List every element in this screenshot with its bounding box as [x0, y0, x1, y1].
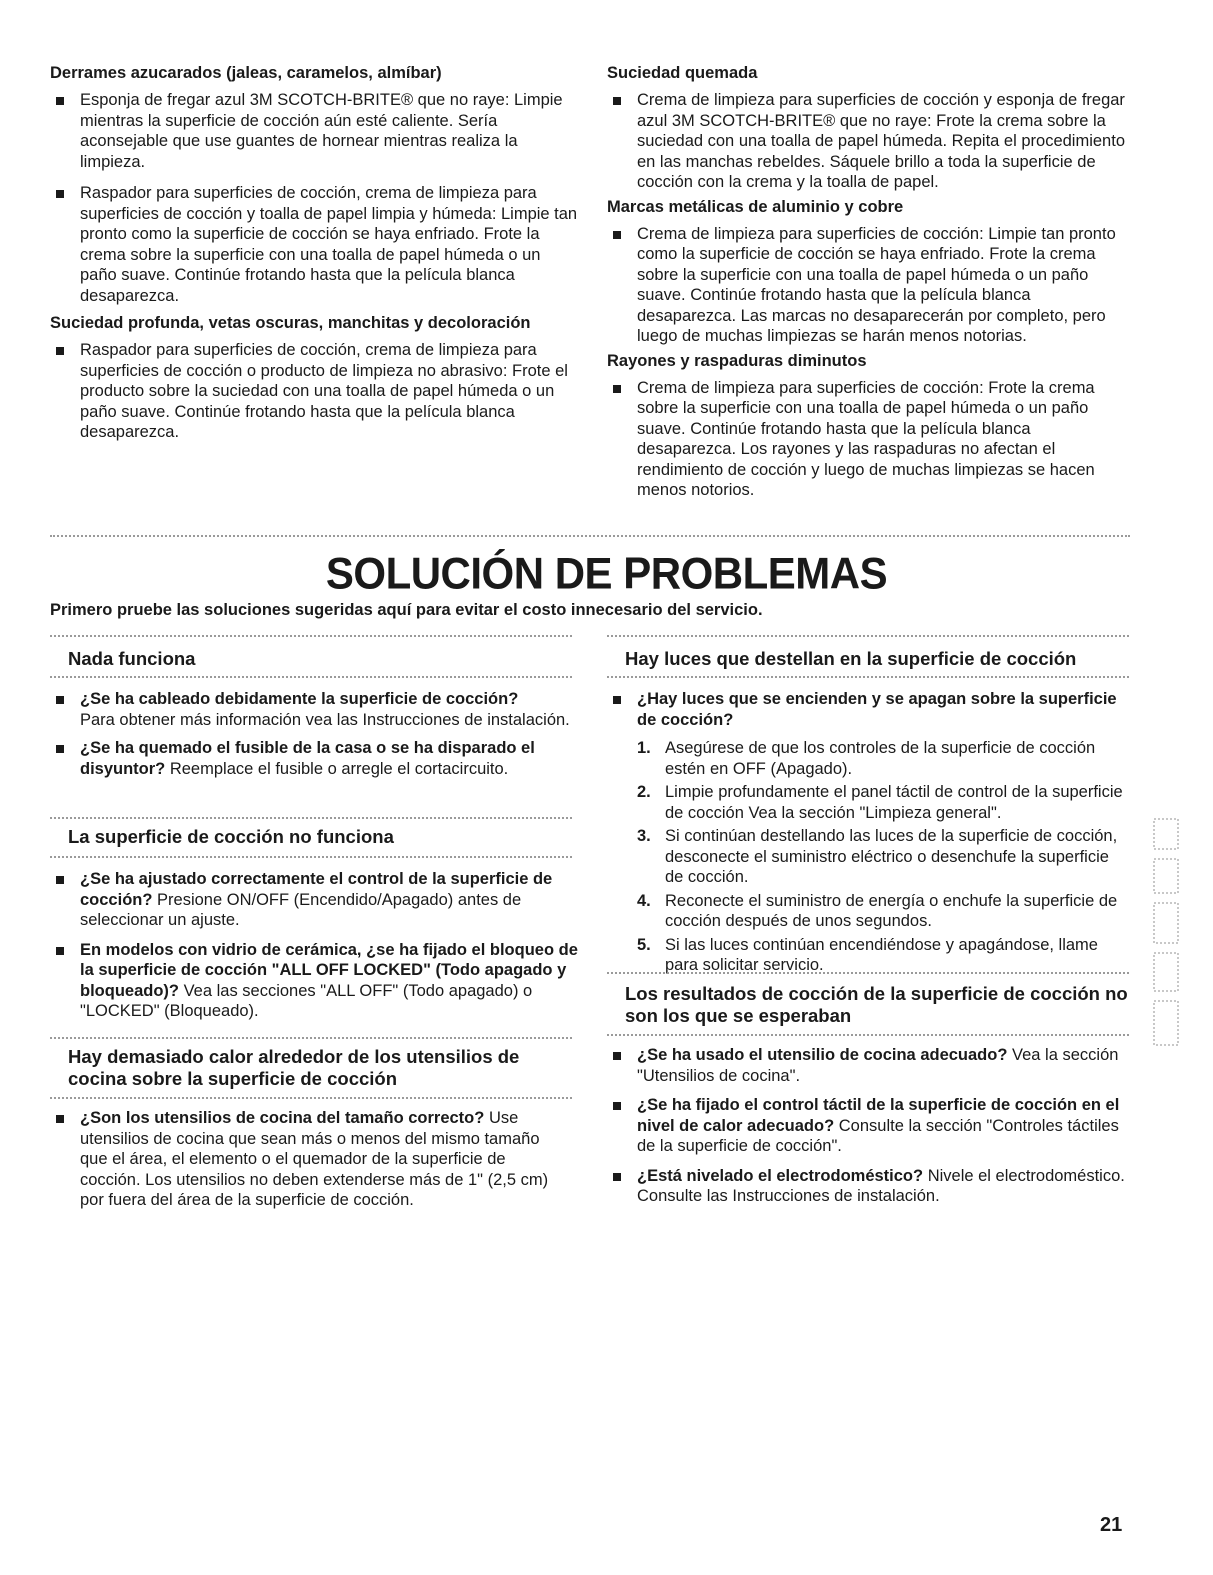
section-heading: Suciedad profunda, vetas oscuras, manchitas y decoloración	[50, 314, 531, 332]
box-divider	[50, 635, 572, 637]
box-divider	[50, 856, 572, 858]
answer-text: Para obtener más información vea las Instrucciones de instalación.	[80, 710, 570, 729]
resultados-items	[607, 1045, 1129, 1218]
section-heading: Suciedad quemada	[607, 64, 758, 82]
nofunc-items	[50, 869, 580, 1033]
answer-text: Consulte la sección "Controles táctiles de la superficie de cocción".	[637, 1116, 1119, 1155]
question-text: ¿Son los utensilios de cocina del tamaño correcto?	[80, 1109, 485, 1127]
box-divider	[607, 1034, 1129, 1036]
question-text: ¿Se ha quemado el fusible de la casa o se ha disparado el disyuntor?	[80, 739, 535, 778]
section-divider	[50, 535, 1130, 537]
bullet-item: Raspador para superficies de cocción, crema de limpieza para superficies de cocción y toalla de papel limpia y húmeda: Limpie tan pronto como la superficie de cocción se haya enfriado. Frote la crema sobre la superficie con una toalla de papel húmeda o un paño suave. Continúe frotando hasta que la película blanca desaparezca.	[50, 183, 580, 306]
box-heading-resultados	[607, 983, 1129, 1027]
intro-text: Primero pruebe las soluciones sugeridas aquí para evitar el costo innecesario del servicio.	[50, 601, 763, 619]
luces-items	[607, 689, 1129, 979]
page-title: SOLUCIÓN DE PROBLEMAS	[325, 548, 888, 599]
bullet-item: Crema de limpieza para superficies de cocción: Limpie tan pronto como la superficie de cocción se haya enfriado. Frote la crema sobre la superficie con una toalla de papel húmeda o un paño suave. Continúe frotando hasta que la película blanca desaparezca. Las marcas no desaparecerán por completo, pero luego de muchas limpiezas se harán menos notorias.	[607, 224, 1132, 347]
numbered-step	[607, 782, 1129, 823]
answer-text: Use utensilios de cocina que sean más o menos del mismo tamaño que el área, el elemento o el quemador de la superficie de cocción. Los utensilios no deben extenderse más de 1" (2,5 cm) por fuera del área de la superficie de cocción.	[80, 1109, 549, 1209]
bullet-item: Raspador para superficies de cocción, crema de limpieza para superficies de cocción o producto de limpieza no abrasivo: Frote el producto sobre la suciedad con una toalla de papel húmeda o un paño suave. Continúe frotando hasta que la película blanca desaparezca.	[50, 340, 580, 443]
box-heading-nofunc	[50, 826, 572, 848]
question-item	[50, 940, 580, 1022]
answer-text: Presione ON/OFF (Encendido/Apagado) antes de seleccionar un ajuste.	[80, 890, 522, 929]
answer-text: Nivele el electrodoméstico. Consulte las Instrucciones de instalación.	[637, 1166, 1125, 1205]
cleaning-right-column	[607, 63, 1132, 512]
step-number: 3.	[637, 827, 651, 845]
box-divider	[607, 972, 1129, 974]
box-heading-luces	[607, 648, 1129, 670]
step-text: Asegúrese de que los controles de la superficie de cocción estén en OFF (Apagado).	[665, 739, 1096, 778]
answer-text: Vea las secciones "ALL OFF" (Todo apagado) o "LOCKED" (Bloqueado).	[80, 981, 533, 1020]
step-number: 5.	[637, 935, 651, 954]
question-item	[50, 689, 580, 730]
section-heading: Rayones y raspaduras diminutos	[607, 351, 867, 370]
question-item	[607, 1095, 1129, 1157]
cleaning-left-column	[50, 63, 580, 454]
question-text: ¿Hay luces que se encienden y se apagan sobre la superficie de cocción?	[607, 689, 1129, 730]
box-divider	[50, 1097, 572, 1099]
question-text: ¿Se ha fijado el control táctil de la superficie de cocción en el nivel de calor adecuado?	[637, 1096, 1120, 1135]
section-heading: Marcas metálicas de aluminio y cobre	[607, 197, 904, 216]
box-divider	[50, 1037, 572, 1039]
step-number: 1.	[637, 739, 651, 757]
question-item	[50, 869, 580, 931]
step-text: Si las luces continúan encendiéndose y apagándose, llame para solicitar servicio.	[665, 935, 1098, 974]
section-heading: Derrames azucarados (jaleas, caramelos, almíbar)	[50, 64, 442, 82]
margin-scan-artifact	[1148, 815, 1188, 1055]
question-text: ¿Está nivelado el electrodoméstico?	[637, 1166, 924, 1185]
bullet-item: Esponja de fregar azul 3M SCOTCH-BRITE® que no raye: Limpie mientras la superficie de cocción aún esté caliente. Sería aconsejable que use guantes de hornear mientras realiza la limpieza.	[50, 90, 580, 172]
box-heading-text: La superficie de cocción no funciona	[68, 826, 394, 847]
question-item	[607, 1166, 1129, 1207]
question-text: ¿Se ha ajustado correctamente el control de la superficie de cocción?	[80, 870, 553, 909]
step-text: Limpie profundamente el panel táctil de control de la superficie de cocción Vea la sección "Limpieza general".	[665, 783, 1123, 822]
bullet-item: Crema de limpieza para superficies de cocción: Frote la crema sobre la superficie con una toalla de papel húmeda o un paño suave. Continúe frotando hasta que la película blanca desaparezca. Los rayones y las raspaduras no afectan el rendimiento de cocción y luego de muchas limpiezas se hacen menos notorios.	[607, 378, 1132, 501]
question-item	[607, 1045, 1129, 1086]
question-item	[50, 1108, 560, 1211]
numbered-step	[607, 891, 1129, 932]
numbered-step	[607, 738, 1129, 779]
box-divider	[607, 676, 1129, 678]
box-divider	[50, 817, 572, 819]
box-heading-calor	[50, 1046, 572, 1090]
bullet-item: Crema de limpieza para superficies de cocción y esponja de fregar azul 3M SCOTCH-BRITE® que no raye: Frote la crema sobre la suciedad con una toalla de papel húmeda. Repita el procedimiento en las manchas rebeldes. Sáquele brillo a toda la superficie de cocción con la crema y la toalla de papel.	[607, 90, 1132, 193]
box-heading-nada	[50, 648, 572, 670]
question-item	[50, 738, 580, 779]
question-text: En modelos con vidrio de cerámica, ¿se ha fijado el bloqueo de la superficie de cocción "ALL OFF LOCKED" (Todo apagado y bloqueado)?	[80, 940, 578, 1000]
page-number: 21	[1100, 1514, 1123, 1536]
calor-items	[50, 1108, 560, 1222]
numbered-step	[607, 935, 1129, 976]
box-divider	[607, 635, 1129, 637]
box-heading-text: Nada funciona	[68, 648, 196, 669]
box-heading-text: Hay luces que destellan en la superficie de cocción	[625, 648, 1077, 669]
step-number: 2.	[637, 783, 651, 801]
step-text: Si continúan destellando las luces de la superficie de cocción, desconecte el suministro eléctrico o desenchufe la superficie de cocción.	[665, 827, 1118, 886]
box-heading-text: Hay demasiado calor alrededor de los utensilios de cocina sobre la superficie de cocción	[68, 1046, 520, 1089]
box-heading-text: Los resultados de cocción de la superficie de cocción no son los que se esperaban	[625, 983, 1128, 1026]
nada-items	[50, 689, 580, 790]
question-text: ¿Se ha cableado debidamente la superficie de cocción?	[80, 690, 519, 708]
answer-text: Reemplace el fusible o arregle el cortacircuito.	[169, 759, 509, 778]
step-number: 4.	[637, 891, 651, 910]
step-text: Reconecte el suministro de energía o enchufe la superficie de cocción después de unos segundos.	[665, 891, 1118, 930]
question-text: ¿Se ha usado el utensilio de cocina adecuado?	[637, 1046, 1008, 1064]
box-divider	[50, 676, 572, 678]
answer-text: Vea la sección "Utensilios de cocina".	[637, 1046, 1119, 1085]
numbered-step	[607, 826, 1129, 888]
